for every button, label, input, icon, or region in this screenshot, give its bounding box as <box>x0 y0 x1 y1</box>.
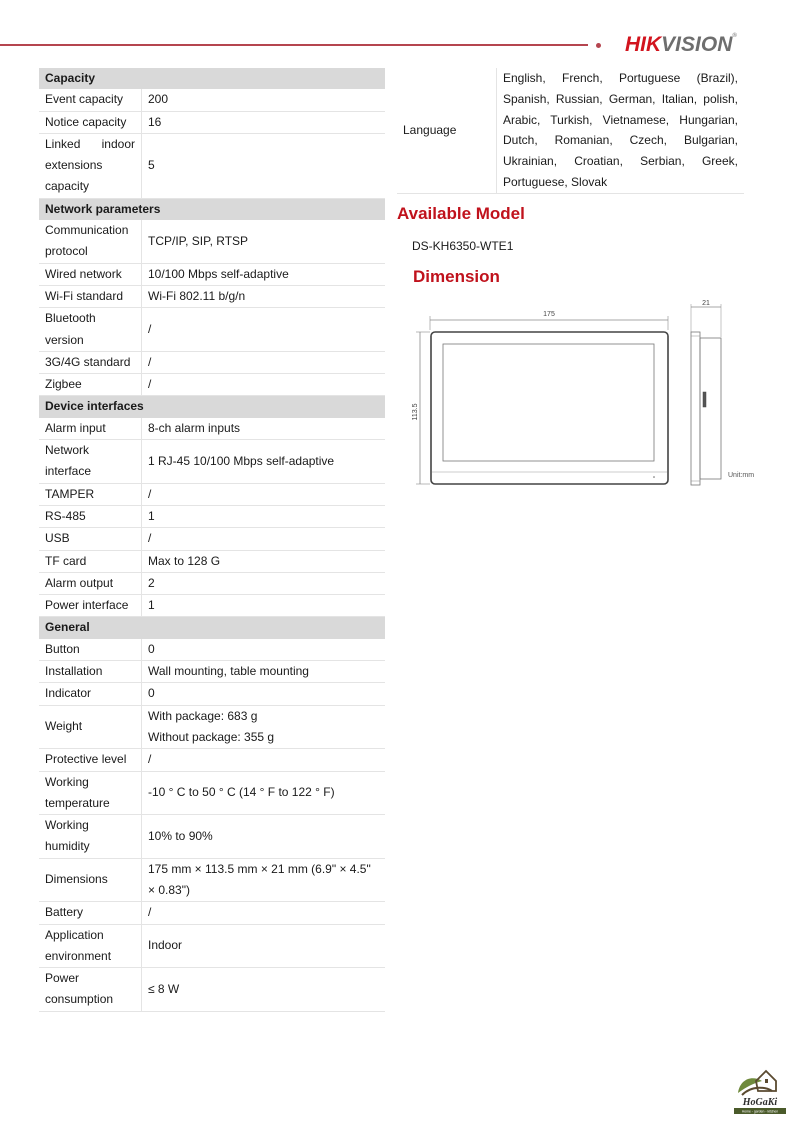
table-row <box>39 661 385 683</box>
spec-value-line: 5 <box>148 158 155 173</box>
table-row <box>39 440 385 484</box>
logo-red-part: HIK <box>625 33 662 56</box>
unit-label: Unit:mm <box>728 472 755 479</box>
spec-value-line: / <box>148 531 152 546</box>
spec-value-line: 8-ch alarm inputs <box>148 420 241 435</box>
section-title: Capacity <box>39 68 385 89</box>
spec-value-line: 1 <box>148 598 155 613</box>
section-header-row <box>39 198 385 220</box>
table-row <box>39 133 385 198</box>
table-row <box>39 418 385 440</box>
spec-value <box>142 505 386 527</box>
spec-label: Wi-Fi standard <box>39 285 142 307</box>
spec-value-line: 16 <box>148 114 162 129</box>
table-row <box>39 705 385 749</box>
spec-label: Application environment <box>39 924 142 968</box>
table-row <box>39 550 385 572</box>
indicator-dot <box>653 476 655 478</box>
spec-value <box>142 220 386 263</box>
table-row <box>39 968 385 1012</box>
spec-value-line: 2 <box>148 575 155 590</box>
spec-value <box>142 263 386 285</box>
spec-label: Linked indoor extensions capacity <box>39 133 142 198</box>
spec-value-line: 0 <box>148 641 155 656</box>
spec-label: Alarm output <box>39 572 142 594</box>
spec-value <box>142 111 386 133</box>
spec-value <box>142 133 386 198</box>
spec-value-line: Wi-Fi 802.11 b/g/n <box>148 288 246 303</box>
section-title: General <box>39 617 385 639</box>
spec-value <box>142 858 386 902</box>
spec-value <box>142 771 386 815</box>
table-row <box>39 89 385 111</box>
table-row <box>39 374 385 396</box>
spec-value <box>142 749 386 771</box>
spec-value <box>142 683 386 705</box>
spec-value-line: / <box>148 486 152 501</box>
spec-value <box>142 661 386 683</box>
section-header-row <box>39 396 385 418</box>
language-label: Language <box>397 68 497 193</box>
depth-label: 21 <box>702 300 710 307</box>
spec-value-line: With package: 683 g <box>148 708 258 723</box>
spec-value <box>142 595 386 617</box>
spec-value <box>142 815 386 859</box>
spec-value-line: 1 <box>148 508 155 523</box>
side-body <box>700 338 721 479</box>
table-row <box>39 902 385 924</box>
spec-label: Wired network <box>39 263 142 285</box>
side-front-panel <box>691 332 700 485</box>
table-row <box>39 815 385 859</box>
spec-value-line: ≤ 8 W <box>148 981 180 996</box>
spec-value-line: Max to 128 G <box>148 553 221 568</box>
table-row <box>39 639 385 661</box>
spec-value-line: Indoor <box>148 938 183 953</box>
spec-value-line: / <box>148 752 152 767</box>
section-header-row <box>39 68 385 89</box>
spec-value <box>142 440 386 484</box>
table-row <box>39 505 385 527</box>
table-row <box>39 771 385 815</box>
table-row <box>39 528 385 550</box>
spec-label: Notice capacity <box>39 111 142 133</box>
table-row <box>39 924 385 968</box>
spec-label: TAMPER <box>39 483 142 505</box>
house-window <box>765 1079 768 1083</box>
spec-label: USB <box>39 528 142 550</box>
header-rule <box>0 44 588 46</box>
table-row <box>397 68 744 193</box>
table-row <box>39 595 385 617</box>
dimension-heading: Dimension <box>413 267 500 286</box>
logo-gray-part: VISION <box>661 33 733 56</box>
spec-value <box>142 285 386 307</box>
spec-label: Working humidity <box>39 815 142 859</box>
table-row <box>39 220 385 263</box>
spec-value-line: / <box>148 377 152 392</box>
dimension-drawing <box>405 295 785 495</box>
width-label: 175 <box>543 311 555 318</box>
language-table <box>397 68 744 194</box>
spec-value <box>142 902 386 924</box>
section-title: Device interfaces <box>39 396 385 418</box>
spec-label: Communication protocol <box>39 220 142 263</box>
spec-value <box>142 572 386 594</box>
section-header-row <box>39 617 385 639</box>
spec-label: Weight <box>39 705 142 749</box>
section-title: Network parameters <box>39 198 385 220</box>
spec-value-line: Without package: 355 g <box>148 729 275 744</box>
spec-table <box>39 68 385 1012</box>
front-view <box>416 316 668 484</box>
table-row <box>39 263 385 285</box>
spec-value <box>142 351 386 373</box>
spec-value <box>142 924 386 968</box>
spec-label: 3G/4G standard <box>39 351 142 373</box>
spec-label: TF card <box>39 550 142 572</box>
spec-value-line: 175 mm × 113.5 mm × 21 mm (6.9" × 4.5" × 0.83") <box>148 861 371 897</box>
language-value: English, French, Portuguese (Brazil), Spanish, Russian, German, Italian, polish, Arabic, Turkish, Vietnamese, Hungarian, Dutch, Romanian, Czech, Bulgarian, Ukrainian, Croatian, Serbian, Greek, Portuguese, Slovak <box>497 68 745 193</box>
spec-label: RS-485 <box>39 505 142 527</box>
spec-value-line: / <box>148 354 152 369</box>
side-port <box>703 392 706 407</box>
spec-label: Zigbee <box>39 374 142 396</box>
table-row <box>39 858 385 902</box>
available-model-heading: Available Model <box>397 204 525 223</box>
table-row <box>39 285 385 307</box>
spec-value <box>142 418 386 440</box>
spec-label: Button <box>39 639 142 661</box>
spec-value <box>142 528 386 550</box>
screen-outline <box>443 344 654 461</box>
hogaki-tagline: Home - garden - kitchen <box>741 1109 779 1114</box>
hogaki-name: HoGaKi <box>742 1097 778 1108</box>
registered-mark: ® <box>732 33 737 39</box>
spec-value <box>142 374 386 396</box>
side-view <box>691 304 721 485</box>
table-row <box>39 308 385 352</box>
spec-value-line: -10 ° C to 50 ° C (14 ° F to 122 ° F) <box>148 785 335 800</box>
spec-label: Indicator <box>39 683 142 705</box>
spec-value-line: 200 <box>148 92 169 107</box>
spec-label: Power interface <box>39 595 142 617</box>
spec-value <box>142 89 386 111</box>
spec-value-line: 10% to 90% <box>148 828 213 843</box>
spec-label: Bluetooth version <box>39 308 142 352</box>
hikvision-logo <box>625 33 737 57</box>
spec-value-line: / <box>148 905 152 920</box>
table-row <box>39 572 385 594</box>
spec-value <box>142 705 386 749</box>
table-row <box>39 483 385 505</box>
spec-label: Alarm input <box>39 418 142 440</box>
model-number: DS-KH6350-WTE1 <box>412 239 514 253</box>
header-dot <box>596 43 601 48</box>
height-label: 113.5 <box>412 403 419 421</box>
spec-value <box>142 968 386 1012</box>
spec-value-line: Wall mounting, table mounting <box>148 664 309 679</box>
spec-label: Protective level <box>39 749 142 771</box>
spec-label: Working temperature <box>39 771 142 815</box>
spec-value-line: TCP/IP, SIP, RTSP <box>148 233 249 248</box>
spec-label: Power consumption <box>39 968 142 1012</box>
spec-value <box>142 308 386 352</box>
spec-value-line: 10/100 Mbps self-adaptive <box>148 266 289 281</box>
hogaki-logo <box>732 1065 788 1115</box>
table-row <box>39 749 385 771</box>
spec-value-line: / <box>148 321 152 336</box>
spec-label: Installation <box>39 661 142 683</box>
table-row <box>39 351 385 373</box>
spec-value-line: 1 RJ-45 10/100 Mbps self-adaptive <box>148 453 335 468</box>
table-row <box>39 683 385 705</box>
spec-label: Event capacity <box>39 89 142 111</box>
spec-value <box>142 483 386 505</box>
spec-label: Dimensions <box>39 858 142 902</box>
spec-value <box>142 550 386 572</box>
spec-value <box>142 639 386 661</box>
spec-label: Network interface <box>39 440 142 484</box>
spec-value-line: 0 <box>148 686 155 701</box>
table-row <box>39 111 385 133</box>
spec-label: Battery <box>39 902 142 924</box>
